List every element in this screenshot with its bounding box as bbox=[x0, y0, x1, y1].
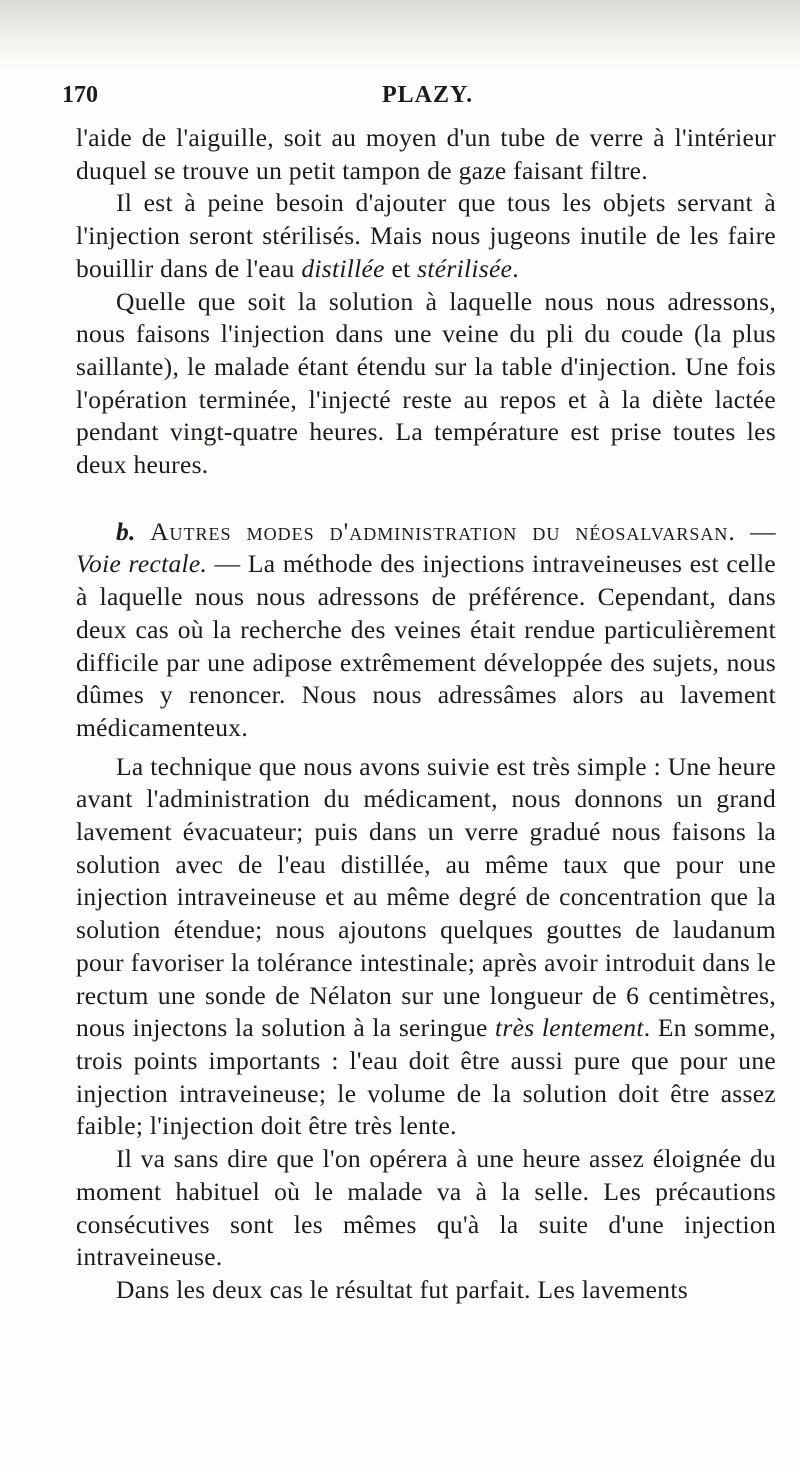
paragraph-6: Il va sans dire que l'on opérera à une heure assez éloignée du moment habituel où le malade va à la selle. Les précautions consécutives sont les mêmes qu'à la suite d'une injection intraveineuse. bbox=[76, 1144, 776, 1272]
paragraph-2-end: . bbox=[512, 253, 519, 283]
paragraph-5-text: La technique que nous avons suivie est très simple : Une heure avant l'administration du médicament, nous donnons un grand lavement évacuateur; puis dans un verre gradué nous faisons la solution avec de l'eau distillée, au même taux que pour une injection intraveineuse et au même degré de concentration que la solution étendue; nous ajoutons quelques gouttes de laudanum pour favoriser la tolérance intestinale; après avoir introduit dans le rectum une sonde de Nélaton sur une longueur de 6 centimètres, nous injectons la solution à la seringue bbox=[76, 751, 776, 1043]
section-dash-1: — bbox=[735, 516, 776, 546]
paragraph-5-italic: très lentement bbox=[495, 1013, 644, 1043]
paragraph-3: Quelle que soit la solution à laquelle nous nous adressons, nous faisons l'injection dans une veine du pli du coude (la plus saillante), le malade étant étendu sur la table d'injection. Une fois l'opération terminée, l'injecté reste au repos et à la diète lactée pendant vingt-quatre heures. La température est prise toutes les deux heures. bbox=[76, 286, 776, 480]
page-number: 170 bbox=[62, 82, 98, 108]
section-heading: Autres modes d'administration du néosalvarsan. bbox=[150, 516, 736, 546]
section-label: b. bbox=[116, 516, 136, 546]
running-head: PLAZY. bbox=[382, 82, 474, 108]
paragraph-2-middle: et bbox=[384, 253, 418, 283]
subsection-heading: Voie rectale. bbox=[76, 549, 208, 579]
paragraph-7: Dans les deux cas le résultat fut parfait. Les lavements bbox=[116, 1274, 688, 1304]
paragraph-4-text: La méthode des injections intraveineuses est celle à laquelle nous nous adressons de préférence. Cependant, dans deux cas où la recherche des veines était rendue particulièrement difficile par une adipose extrêmement développée des sujets, nous dûmes y renoncer. Nous nous adressâmes alors au lavement médicamenteux. bbox=[76, 549, 776, 742]
paragraph-1: l'aide de l'aiguille, soit au moyen d'un tube de verre à l'intérieur duquel se trouve un petit tampon de gaze faisant filtre. bbox=[76, 123, 776, 185]
paragraph-2 bbox=[76, 187, 776, 285]
paragraph-5-end: . En somme, trois points importants : l'eau doit être aussi pure que pour une injection intraveineuse; le volume de la solution doit être assez faible; l'injection doit être très lente. bbox=[76, 1013, 776, 1141]
paragraph-5 bbox=[76, 751, 776, 1143]
paragraph-4 bbox=[76, 516, 776, 745]
paragraph-2-text: Il est à peine besoin d'ajouter que tous les objets servant à l'injection seront stérilisés. Mais nous jugeons inutile de les faire bouillir dans de l'eau bbox=[76, 188, 776, 283]
page-top-margin bbox=[0, 0, 800, 70]
paragraph-2-italic-sterilisee: stérilisée bbox=[417, 253, 513, 283]
paragraph-2-italic-distillee: distillée bbox=[301, 253, 385, 283]
page-header bbox=[62, 82, 762, 112]
body-text bbox=[76, 122, 776, 1307]
section-dash-2: — bbox=[207, 549, 248, 579]
